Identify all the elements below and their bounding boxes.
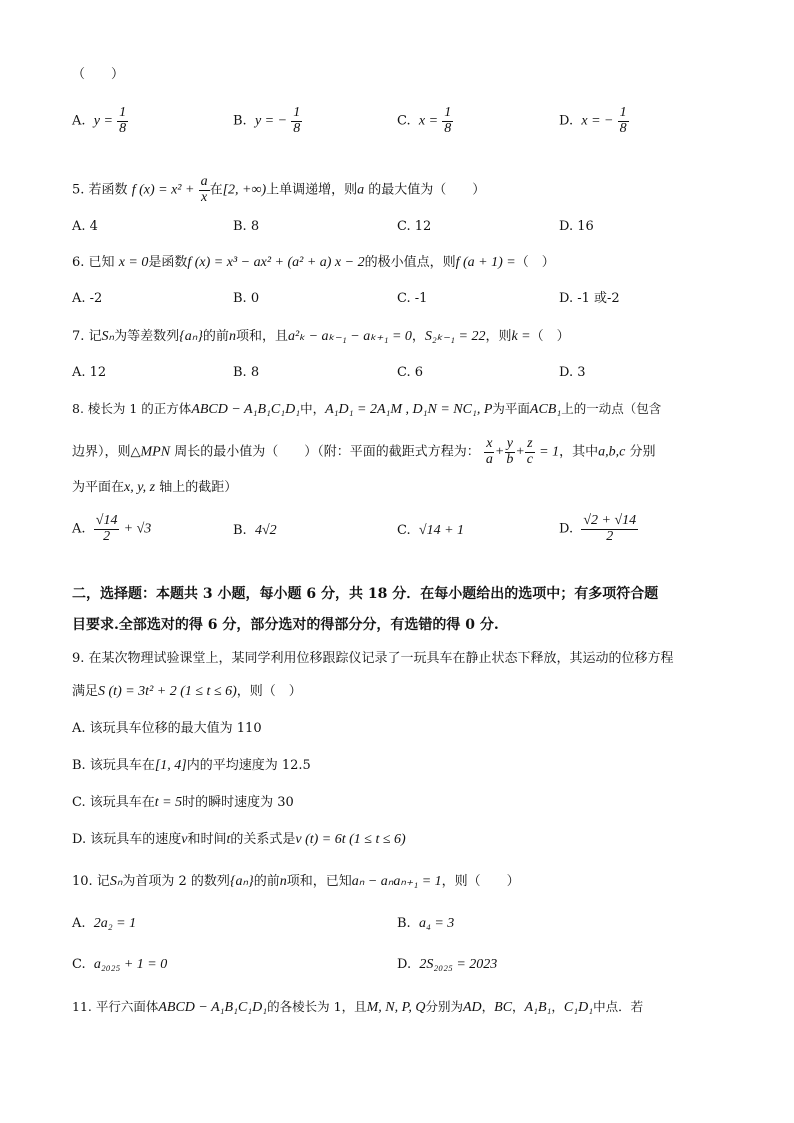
- text: ，则（ ）: [236, 684, 302, 699]
- frac-num: 1: [619, 105, 627, 120]
- text: ，: [551, 999, 564, 1014]
- option-label: B.: [233, 113, 247, 129]
- text: 8. 棱长为 1 的正方体: [72, 401, 192, 416]
- q6-option-d: D. -1 或-2: [559, 291, 620, 306]
- text: 的最大值为（ ）: [368, 182, 486, 198]
- text: ，则（ ）: [441, 874, 520, 889]
- fraction: [618, 106, 629, 136]
- frac-den: 8: [293, 120, 301, 136]
- q4-option-c: [397, 106, 453, 136]
- option-label: C.: [397, 113, 411, 129]
- section2-heading-line1: 二，选择题：本题共 3 小题，每小题 6 分，共 18 分．在每小题给出的选项中；有多项符合题: [72, 586, 659, 602]
- option-math: 2S₂₀₂₅ = 2023: [419, 957, 498, 972]
- text: 在: [209, 182, 223, 198]
- math: ABCD − A₁B₁C₁D₁: [158, 1000, 268, 1015]
- fraction: [581, 514, 638, 544]
- q7-option-c: C. 6: [397, 365, 424, 380]
- frac-num: 1: [119, 105, 127, 120]
- fraction: [484, 437, 495, 467]
- fraction: [525, 437, 535, 467]
- fraction: [199, 175, 210, 205]
- fraction: [94, 514, 120, 544]
- text: （ ）: [530, 329, 570, 344]
- q5-option-c: C. 12: [397, 219, 432, 234]
- option-label: A.: [72, 113, 86, 129]
- text: D. 该玩具车的速度: [72, 832, 182, 847]
- q7-option-a: A. 12: [72, 365, 107, 380]
- q6-stem: [72, 256, 555, 270]
- math: k =: [511, 329, 531, 344]
- option-math: 2a₂ = 1: [93, 916, 137, 931]
- text: B. 该玩具车在: [72, 758, 155, 773]
- frac-den: 2: [606, 528, 614, 544]
- math: MPN: [140, 444, 171, 460]
- frac-num: x: [486, 436, 493, 451]
- text: ，其中: [559, 444, 599, 460]
- text: 7. 记: [72, 329, 102, 344]
- option-label: C.: [72, 957, 86, 972]
- math: Sₙ: [101, 329, 115, 344]
- math: AD: [462, 1000, 482, 1015]
- frac-num: 1: [444, 105, 452, 120]
- text: 的前: [202, 329, 229, 344]
- frac-den: 8: [444, 120, 452, 136]
- q5-option-d: D. 16: [559, 219, 594, 234]
- math: {aₙ}: [229, 874, 254, 889]
- q8-line2: 边界），则△MPN 周长的最小值为（ ）（附：平面的截距式方程为： $\frac{x}{a}$ + $\frac{y}{b}$ + $\frac{z}{c}$ = 1，其中a,b,c 分别: [72, 436, 656, 467]
- option-math: y = −: [254, 113, 288, 129]
- math: n: [228, 329, 236, 344]
- option-label: A.: [72, 521, 86, 537]
- q8-option-c: [397, 524, 464, 538]
- option-label: A.: [72, 916, 86, 931]
- text: 项和，已知: [286, 874, 352, 889]
- q5-stem: [72, 175, 485, 205]
- text: 6. 已知: [72, 255, 115, 270]
- text: 的关系式是: [230, 832, 296, 847]
- text: 时的瞬时速度为 30: [182, 795, 294, 810]
- option-math: 4√2: [254, 523, 277, 538]
- q11-stem: [72, 1001, 643, 1015]
- text: ，: [512, 999, 525, 1014]
- math: A₁D₁ = 2A₁M , D₁N = NC₁, P: [325, 402, 493, 417]
- q9-option-d: [72, 833, 406, 847]
- frac-num: z: [527, 436, 533, 451]
- option-math: + √3: [123, 521, 152, 537]
- frac-num: a: [200, 174, 208, 189]
- math: S (t) = 3t² + 2 (1 ≤ t ≤ 6): [98, 684, 237, 699]
- frac-den: 2: [103, 528, 111, 544]
- q8-line1: [72, 403, 661, 417]
- text: 的前: [253, 874, 280, 889]
- option-math: a₂₀₂₅ + 1 = 0: [93, 957, 168, 972]
- text: 中，: [300, 401, 326, 416]
- option-label: B.: [233, 523, 247, 538]
- math: [2, +∞): [222, 182, 267, 198]
- math: M, N, P, Q: [366, 1000, 426, 1015]
- q5-option-a: A. 4: [72, 219, 98, 234]
- q4-option-d: [559, 106, 629, 136]
- text: 中点．若: [593, 999, 644, 1014]
- q9-option-a: A. 该玩具车位移的最大值为 110: [72, 721, 262, 736]
- text: 是函数: [148, 255, 188, 270]
- q7-option-d: D. 3: [559, 365, 586, 380]
- math: a,b,c: [598, 444, 626, 460]
- q10-option-d: [397, 958, 497, 972]
- q7-option-b: B. 8: [233, 365, 260, 380]
- frac-den: 8: [619, 120, 627, 136]
- math: A₁B₁: [524, 1000, 552, 1015]
- math: BC: [494, 1000, 513, 1015]
- math: f (a + 1) =: [455, 255, 516, 270]
- option-label: D.: [397, 957, 412, 972]
- text: 5. 若函数: [72, 182, 128, 198]
- text: ，则: [485, 329, 512, 344]
- math: a: [357, 182, 365, 198]
- q10-option-b: [397, 917, 454, 931]
- q9-option-c: [72, 796, 294, 810]
- math: aₙ − aₙaₙ₊₁ = 1: [351, 874, 442, 889]
- text: 11. 平行六面体: [72, 999, 159, 1014]
- frac-den: b: [506, 451, 514, 467]
- q6-option-a: A. -2: [72, 291, 103, 306]
- frac-den: a: [485, 451, 493, 467]
- text: 为首项为 2 的数列: [122, 874, 230, 889]
- section2-heading-line2: 目要求.全部选对的得 6 分，部分选对的得部分分，有选错的得 0 分.: [72, 617, 499, 633]
- option-label: B.: [397, 916, 411, 931]
- q9-line1: 9. 在某次物理试验课堂上，某同学利用位移跟踪仪记录了一玩具车在静止状态下释放，其运动的位移方程: [72, 651, 674, 666]
- q5-option-b: B. 8: [233, 219, 260, 234]
- math: x = 0: [118, 255, 149, 270]
- q8-option-a: [72, 514, 151, 544]
- text: 为等差数列: [114, 329, 180, 344]
- text: 上单调递增，则: [266, 182, 358, 198]
- text: ，: [411, 329, 425, 344]
- text: （ ）: [515, 255, 555, 270]
- text: 内的平均速度为 12.5: [186, 758, 311, 773]
- frac-den: x: [200, 189, 208, 205]
- q4-option-b: [233, 106, 302, 136]
- math: S₂ₖ₋₁ = 22: [424, 329, 486, 344]
- math: n: [279, 874, 287, 889]
- option-math: y =: [93, 113, 113, 129]
- text: 项和，且: [235, 329, 288, 344]
- math: v: [181, 832, 188, 847]
- option-math: √14 + 1: [418, 523, 465, 538]
- fraction: [504, 437, 515, 467]
- q10-option-c: [72, 958, 167, 972]
- q8-option-d: [559, 514, 638, 544]
- q8-option-b: [233, 524, 277, 538]
- text: 为平面在: [72, 480, 125, 495]
- math: a²ₖ − aₖ₋₁ − aₖ₊₁ = 0: [287, 329, 412, 344]
- q7-stem: [72, 330, 570, 344]
- text: 的极小值点，则: [364, 255, 456, 270]
- q9-option-b: [72, 759, 311, 773]
- fraction: [117, 106, 128, 136]
- q4-option-a: [72, 106, 128, 136]
- math: v (t) = 6t (1 ≤ t ≤ 6): [295, 832, 406, 847]
- text: 周长的最小值为（ ）（附：平面的截距式方程为：: [174, 444, 480, 460]
- option-math: x =: [418, 113, 439, 129]
- math: Sₙ: [109, 874, 123, 889]
- option-label: D.: [559, 521, 574, 537]
- text: 的各棱长为 1，且: [267, 999, 367, 1014]
- text: 和时间: [187, 832, 227, 847]
- math: t = 5: [154, 795, 183, 810]
- option-math: a₄ = 3: [418, 916, 455, 931]
- math: f (x) = x³ − ax² + (a² + a) x − 2: [187, 255, 365, 270]
- math: ACB₁: [529, 402, 562, 417]
- text: 边界），则△: [72, 444, 141, 460]
- text: 上的一动点（包含: [561, 401, 662, 416]
- math: t: [226, 832, 231, 847]
- q10-stem: [72, 875, 520, 889]
- q8-line3: [72, 481, 237, 495]
- math: = 1: [539, 444, 560, 460]
- frac-den: 8: [119, 120, 127, 136]
- math: f (x) = x² +: [131, 182, 195, 198]
- frac-num: y: [506, 436, 513, 451]
- q6-option-b: B. 0: [233, 291, 260, 306]
- q9-line2: [72, 685, 302, 699]
- q6-option-c: C. -1: [397, 291, 428, 306]
- math: [1, 4]: [154, 758, 187, 773]
- text: 为平面: [492, 401, 530, 416]
- q4-stem-tail: （ ）: [72, 67, 125, 82]
- fraction: [291, 106, 302, 136]
- frac-num: √2 + √14: [583, 513, 637, 528]
- text: 分别: [629, 444, 656, 460]
- option-math: x = −: [581, 113, 614, 129]
- math: ABCD − A₁B₁C₁D₁: [191, 402, 301, 417]
- frac-den: c: [526, 451, 533, 467]
- math: x, y, z: [124, 480, 156, 495]
- frac-num: 1: [293, 105, 301, 120]
- option-label: D.: [559, 113, 574, 129]
- text: 10. 记: [72, 874, 110, 889]
- option-label: C.: [397, 523, 411, 538]
- fraction: [442, 106, 453, 136]
- text: C. 该玩具车在: [72, 795, 155, 810]
- math: C₁D₁: [563, 1000, 594, 1015]
- text: 轴上的截距）: [159, 480, 238, 495]
- q10-option-a: [72, 917, 136, 931]
- text: ，: [481, 999, 495, 1014]
- frac-num: √14: [95, 513, 118, 528]
- math: {aₙ}: [179, 329, 203, 344]
- text: 满足: [72, 684, 99, 699]
- text: 分别为: [425, 999, 463, 1014]
